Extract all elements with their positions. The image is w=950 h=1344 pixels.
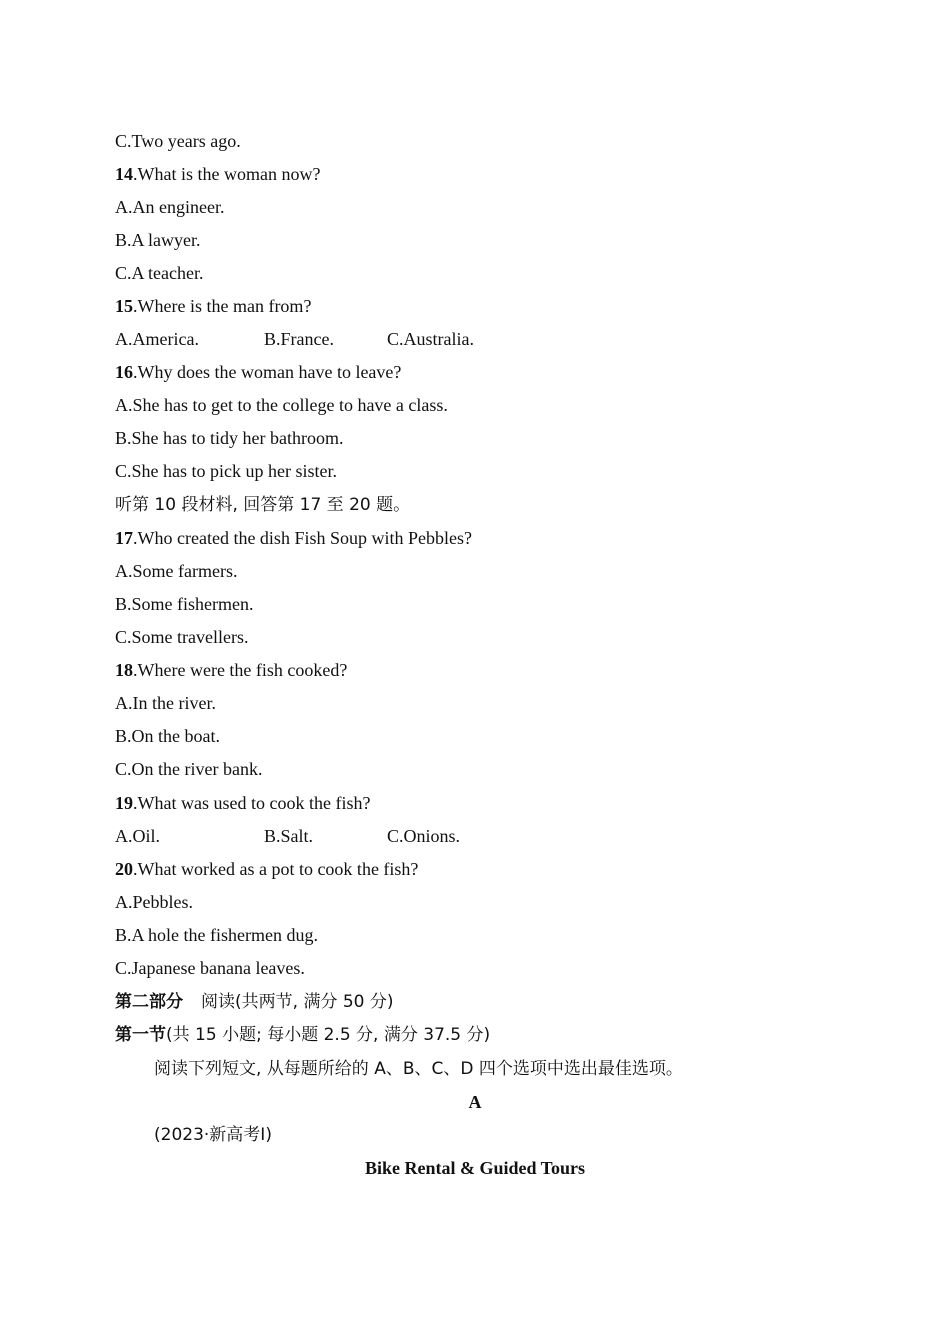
q17-option-b: B.Some fishermen. [115, 594, 254, 614]
question-text: .What worked as a pot to cook the fish? [133, 859, 419, 879]
q18-option-c: C.On the river bank. [115, 759, 263, 779]
q15-option-c: C.Australia. [387, 329, 474, 349]
question-number: 15 [115, 296, 133, 316]
listening-instruction-10: 听第 10 段材料, 回答第 17 至 20 题。 [115, 495, 411, 515]
question-17 [115, 526, 472, 550]
part-two-heading [115, 990, 394, 1014]
question-number: 17 [115, 528, 133, 548]
passage-title: Bike Rental & Guided Tours [364, 1158, 586, 1178]
q20-option-c: C.Japanese banana leaves. [115, 958, 305, 978]
q16-option-a: A.She has to get to the college to have a class. [115, 395, 448, 415]
section-one-note: (共 15 小题; 每小题 2.5 分, 满分 37.5 分) [166, 1025, 491, 1045]
question-text: .Why does the woman have to leave? [133, 362, 402, 382]
question-number: 18 [115, 660, 133, 680]
question-number: 19 [115, 793, 133, 813]
question-text: .What is the woman now? [133, 164, 321, 184]
part-two-note: (共两节, 满分 50 分) [235, 992, 394, 1012]
q19-option-b: B.Salt. [264, 826, 314, 846]
question-text: .Where is the man from? [133, 296, 312, 316]
q14-option-b: B.A lawyer. [115, 230, 201, 250]
q18-option-b: B.On the boat. [115, 726, 220, 746]
q17-option-a: A.Some farmers. [115, 561, 238, 581]
q15-option-b: B.France. [264, 329, 334, 349]
question-text: .What was used to cook the fish? [133, 793, 371, 813]
q16-option-c: C.She has to pick up her sister. [115, 461, 337, 481]
q18-option-a: A.In the river. [115, 693, 216, 713]
question-text: .Who created the dish Fish Soup with Pebbles? [133, 528, 472, 548]
q20-option-a: A.Pebbles. [115, 892, 193, 912]
q19-options [115, 824, 615, 848]
question-text: .Where were the fish cooked? [133, 660, 348, 680]
passage-source: (2023·新高考Ⅰ) [154, 1125, 272, 1145]
q16-option-b: B.She has to tidy her bathroom. [115, 428, 344, 448]
reading-instruction: 阅读下列短文, 从每题所给的 A、B、C、D 四个选项中选出最佳选项。 [154, 1059, 683, 1079]
q13-option-c: C.Two years ago. [115, 131, 241, 151]
question-15 [115, 294, 311, 318]
q15-option-a: A.America. [115, 329, 199, 349]
q14-option-c: C.A teacher. [115, 263, 204, 283]
question-14 [115, 162, 320, 186]
q15-options [115, 327, 615, 351]
part-two-title: 第二部分 [115, 992, 183, 1012]
q14-option-a: A.An engineer. [115, 197, 225, 217]
question-number: 20 [115, 859, 133, 879]
question-number: 14 [115, 164, 133, 184]
question-19 [115, 791, 370, 815]
section-one-title: 第一节 [115, 1025, 166, 1045]
question-18 [115, 658, 347, 682]
question-20 [115, 857, 418, 881]
passage-label: A [468, 1092, 482, 1112]
part-two-name: 阅读 [201, 992, 235, 1012]
question-16 [115, 360, 401, 384]
q19-option-c: C.Onions. [387, 826, 461, 846]
q19-option-a: A.Oil. [115, 826, 160, 846]
section-one-heading [115, 1023, 490, 1047]
q20-option-b: B.A hole the fishermen dug. [115, 925, 318, 945]
question-number: 16 [115, 362, 133, 382]
q17-option-c: C.Some travellers. [115, 627, 249, 647]
